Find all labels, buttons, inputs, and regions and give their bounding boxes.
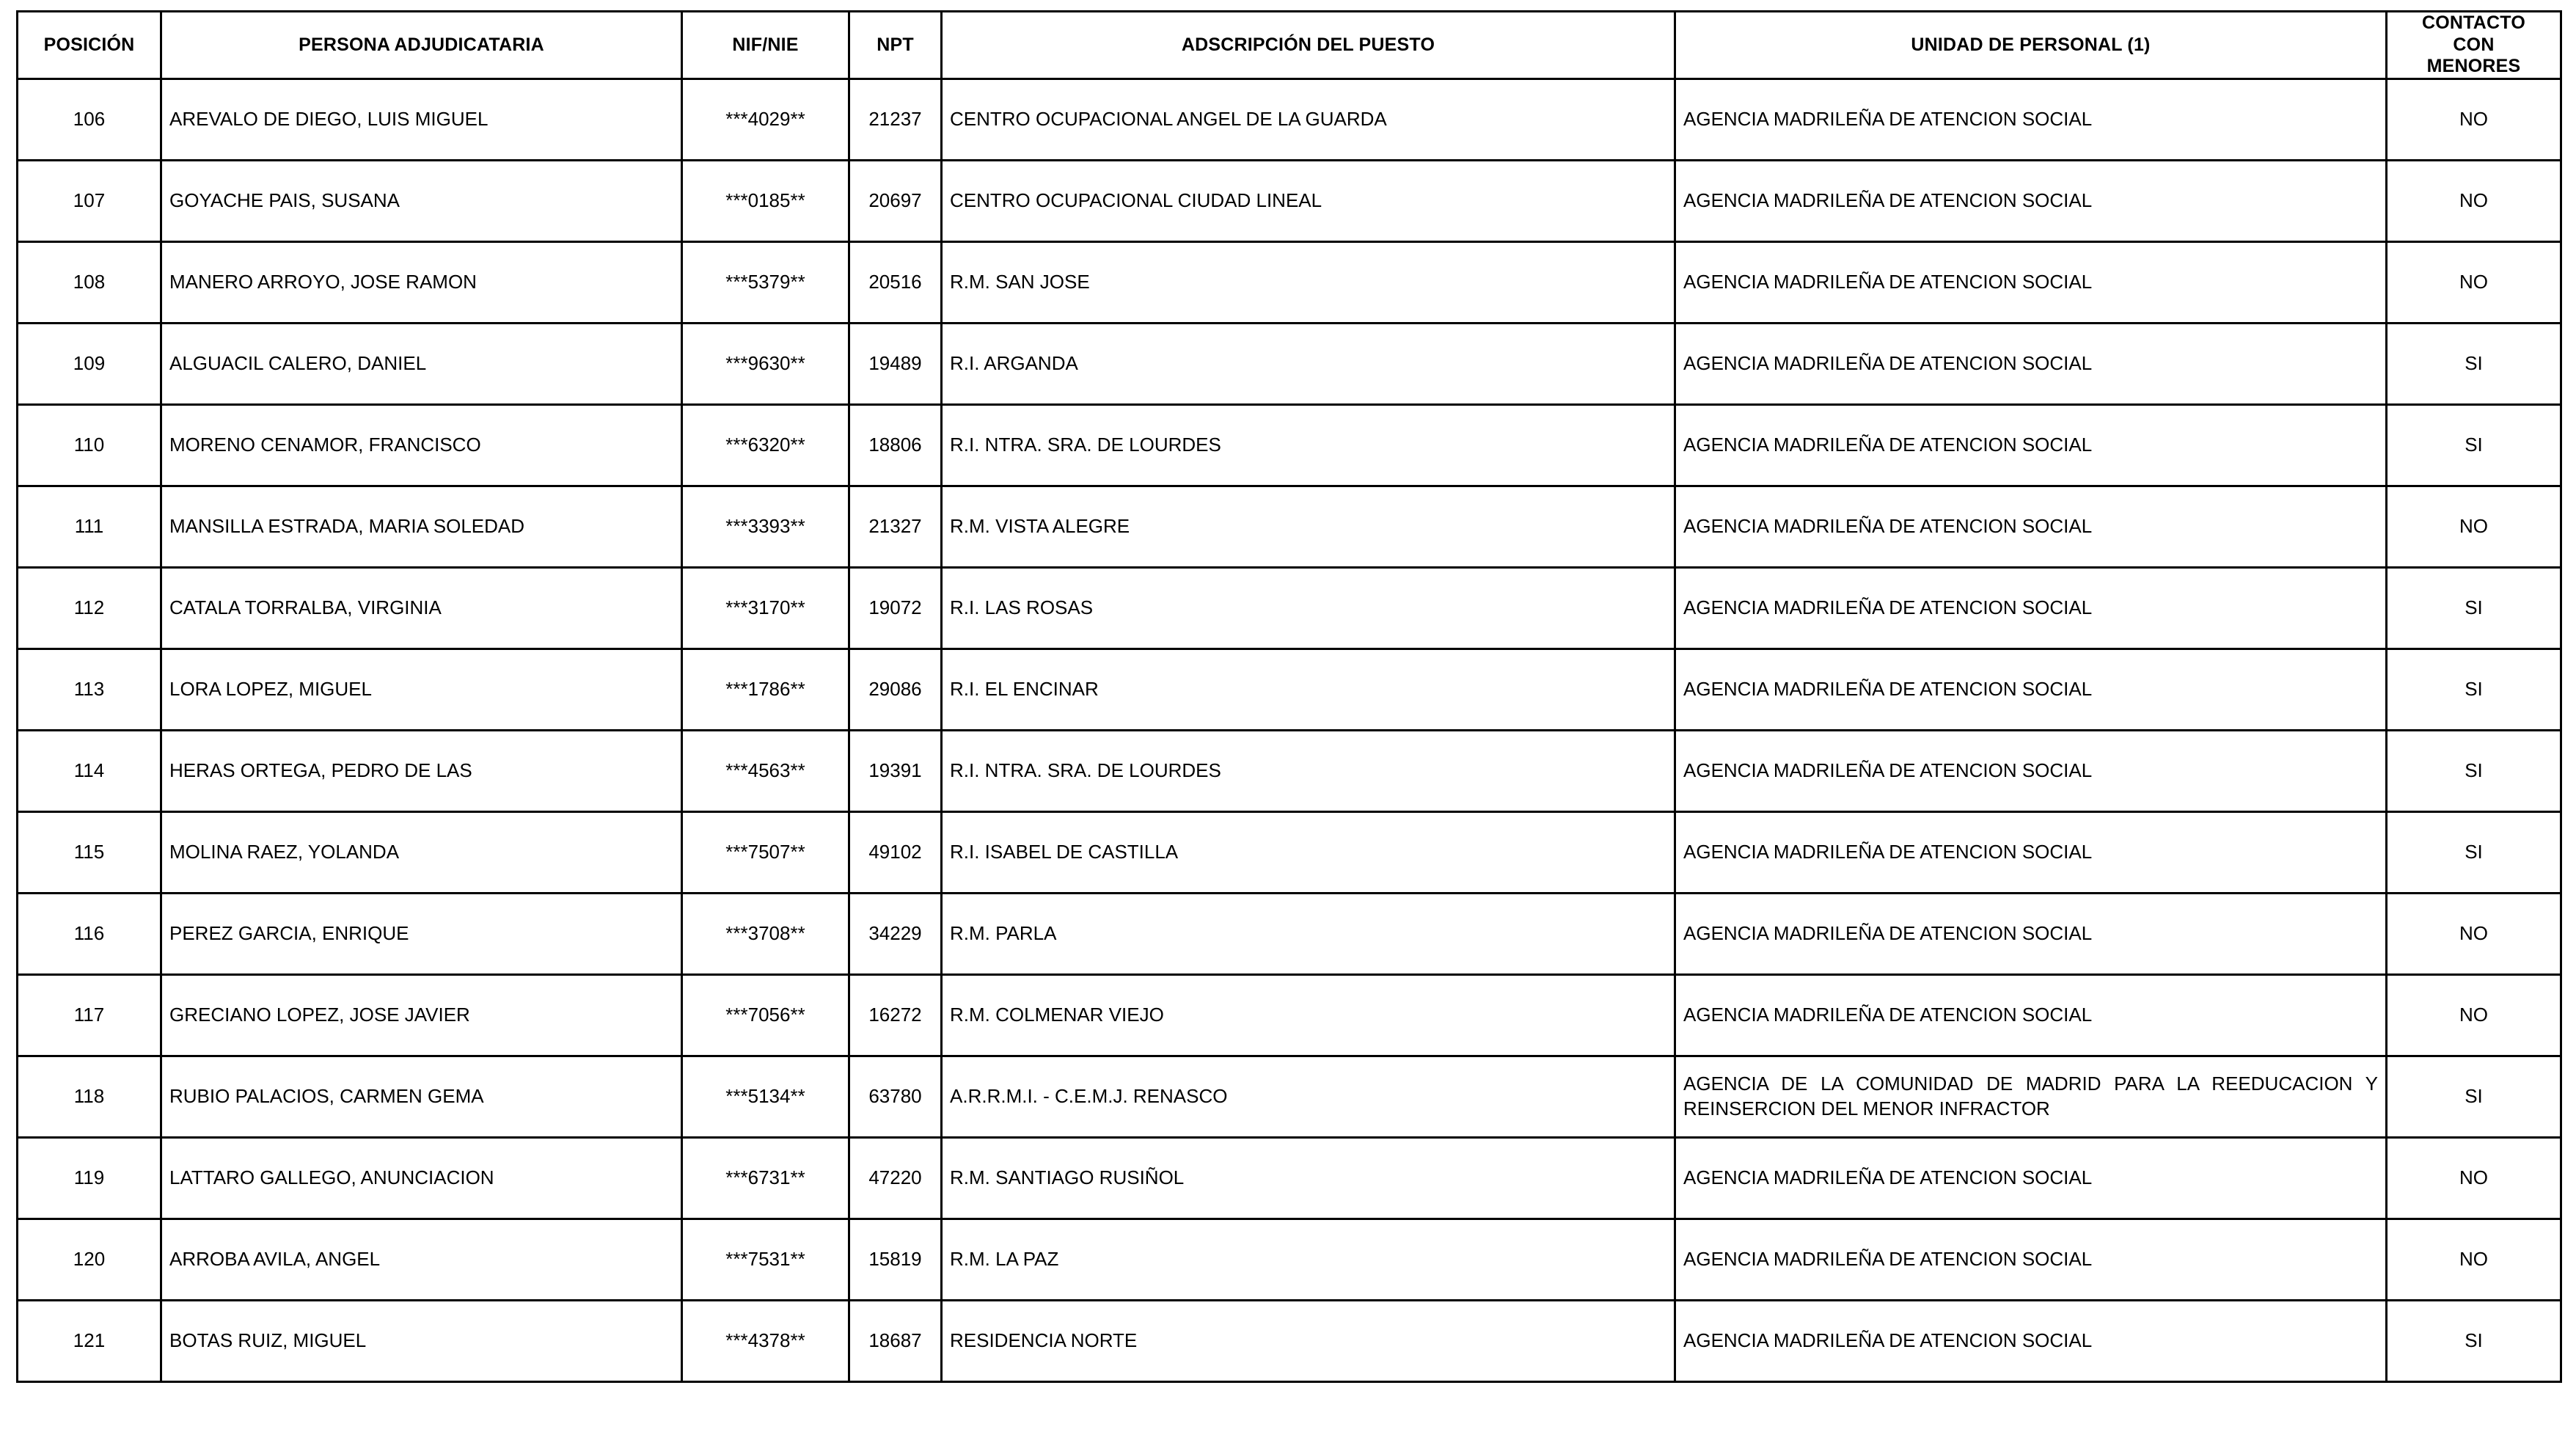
column-header-npt: NPT <box>849 12 942 79</box>
cell-nif: ***5379** <box>682 241 849 323</box>
cell-unidad: AGENCIA MADRILEÑA DE ATENCION SOCIAL <box>1675 730 2387 811</box>
table-row <box>18 78 2561 160</box>
cell-unidad: AGENCIA MADRILEÑA DE ATENCION SOCIAL <box>1675 404 2387 486</box>
cell-unidad: AGENCIA MADRILEÑA DE ATENCION SOCIAL <box>1675 323 2387 404</box>
cell-nif: ***7507** <box>682 811 849 893</box>
table-row <box>18 1219 2561 1300</box>
cell-posicion: 110 <box>18 404 161 486</box>
cell-nif: ***3393** <box>682 486 849 567</box>
cell-persona: ALGUACIL CALERO, DANIEL <box>161 323 682 404</box>
cell-nif: ***6731** <box>682 1137 849 1219</box>
cell-nif: ***7531** <box>682 1219 849 1300</box>
cell-unidad: AGENCIA MADRILEÑA DE ATENCION SOCIAL <box>1675 974 2387 1056</box>
cell-persona: MORENO CENAMOR, FRANCISCO <box>161 404 682 486</box>
cell-npt: 19489 <box>849 323 942 404</box>
cell-posicion: 107 <box>18 160 161 241</box>
cell-posicion: 114 <box>18 730 161 811</box>
cell-npt: 20697 <box>849 160 942 241</box>
cell-posicion: 118 <box>18 1056 161 1137</box>
cell-unidad: AGENCIA MADRILEÑA DE ATENCION SOCIAL <box>1675 78 2387 160</box>
cell-contacto: SI <box>2387 811 2561 893</box>
cell-nif: ***3170** <box>682 567 849 649</box>
cell-persona: MANERO ARROYO, JOSE RAMON <box>161 241 682 323</box>
cell-persona: CATALA TORRALBA, VIRGINIA <box>161 567 682 649</box>
cell-adscripcion: R.M. SANTIAGO RUSIÑOL <box>942 1137 1675 1219</box>
cell-adscripcion: A.R.R.M.I. - C.E.M.J. RENASCO <box>942 1056 1675 1137</box>
cell-nif: ***4378** <box>682 1300 849 1381</box>
cell-npt: 29086 <box>849 649 942 730</box>
column-header-contacto-line-1: CONTACTO <box>2422 12 2525 33</box>
cell-unidad: AGENCIA MADRILEÑA DE ATENCION SOCIAL <box>1675 160 2387 241</box>
cell-posicion: 115 <box>18 811 161 893</box>
cell-npt: 20516 <box>849 241 942 323</box>
cell-npt: 18806 <box>849 404 942 486</box>
cell-persona: RUBIO PALACIOS, CARMEN GEMA <box>161 1056 682 1137</box>
table-row <box>18 567 2561 649</box>
cell-persona: GOYACHE PAIS, SUSANA <box>161 160 682 241</box>
column-header-contacto-line-3: MENORES <box>2426 56 2521 76</box>
cell-nif: ***5134** <box>682 1056 849 1137</box>
cell-posicion: 120 <box>18 1219 161 1300</box>
table-row <box>18 811 2561 893</box>
cell-contacto: SI <box>2387 1056 2561 1137</box>
cell-nif: ***3708** <box>682 893 849 974</box>
cell-npt: 16272 <box>849 974 942 1056</box>
cell-contacto: SI <box>2387 404 2561 486</box>
cell-posicion: 106 <box>18 78 161 160</box>
cell-adscripcion: R.M. COLMENAR VIEJO <box>942 974 1675 1056</box>
cell-nif: ***4563** <box>682 730 849 811</box>
cell-adscripcion: R.I. EL ENCINAR <box>942 649 1675 730</box>
cell-npt: 19391 <box>849 730 942 811</box>
cell-adscripcion: R.I. NTRA. SRA. DE LOURDES <box>942 404 1675 486</box>
cell-nif: ***4029** <box>682 78 849 160</box>
column-header-unidad-de-personal: UNIDAD DE PERSONAL (1) <box>1675 12 2387 79</box>
cell-npt: 18687 <box>849 1300 942 1381</box>
cell-npt: 21327 <box>849 486 942 567</box>
cell-npt: 49102 <box>849 811 942 893</box>
column-header-contacto-con-menores <box>2387 12 2561 79</box>
cell-persona: HERAS ORTEGA, PEDRO DE LAS <box>161 730 682 811</box>
cell-adscripcion: RESIDENCIA NORTE <box>942 1300 1675 1381</box>
cell-posicion: 116 <box>18 893 161 974</box>
cell-contacto: NO <box>2387 486 2561 567</box>
cell-contacto: SI <box>2387 1300 2561 1381</box>
cell-adscripcion: CENTRO OCUPACIONAL CIUDAD LINEAL <box>942 160 1675 241</box>
column-header-adscripcion-del-puesto: ADSCRIPCIÓN DEL PUESTO <box>942 12 1675 79</box>
cell-adscripcion: R.M. VISTA ALEGRE <box>942 486 1675 567</box>
cell-posicion: 109 <box>18 323 161 404</box>
cell-posicion: 121 <box>18 1300 161 1381</box>
cell-adscripcion: R.M. PARLA <box>942 893 1675 974</box>
cell-contacto: NO <box>2387 893 2561 974</box>
cell-nif: ***0185** <box>682 160 849 241</box>
cell-adscripcion: R.I. NTRA. SRA. DE LOURDES <box>942 730 1675 811</box>
cell-npt: 34229 <box>849 893 942 974</box>
cell-unidad: AGENCIA MADRILEÑA DE ATENCION SOCIAL <box>1675 241 2387 323</box>
cell-contacto: NO <box>2387 1137 2561 1219</box>
cell-adscripcion: R.M. LA PAZ <box>942 1219 1675 1300</box>
cell-unidad: AGENCIA MADRILEÑA DE ATENCION SOCIAL <box>1675 649 2387 730</box>
cell-contacto: NO <box>2387 1219 2561 1300</box>
table-header-row <box>18 12 2561 79</box>
table-row <box>18 1056 2561 1137</box>
cell-nif: ***1786** <box>682 649 849 730</box>
cell-adscripcion: R.I. LAS ROSAS <box>942 567 1675 649</box>
cell-persona: LORA LOPEZ, MIGUEL <box>161 649 682 730</box>
cell-persona: GRECIANO LOPEZ, JOSE JAVIER <box>161 974 682 1056</box>
cell-contacto: NO <box>2387 974 2561 1056</box>
cell-nif: ***6320** <box>682 404 849 486</box>
cell-npt: 47220 <box>849 1137 942 1219</box>
table-row <box>18 974 2561 1056</box>
cell-npt: 63780 <box>849 1056 942 1137</box>
table-header <box>18 12 2561 79</box>
column-header-posicion: POSICIÓN <box>18 12 161 79</box>
table-body <box>18 78 2561 1381</box>
cell-persona: LATTARO GALLEGO, ANUNCIACION <box>161 1137 682 1219</box>
cell-unidad: AGENCIA MADRILEÑA DE ATENCION SOCIAL <box>1675 1137 2387 1219</box>
adjudication-table <box>16 10 2562 1383</box>
cell-contacto: SI <box>2387 323 2561 404</box>
cell-adscripcion: R.M. SAN JOSE <box>942 241 1675 323</box>
cell-npt: 21237 <box>849 78 942 160</box>
table-row <box>18 323 2561 404</box>
cell-persona: PEREZ GARCIA, ENRIQUE <box>161 893 682 974</box>
table-row <box>18 649 2561 730</box>
column-header-persona-adjudicataria: PERSONA ADJUDICATARIA <box>161 12 682 79</box>
table-row <box>18 730 2561 811</box>
cell-posicion: 119 <box>18 1137 161 1219</box>
table-row <box>18 486 2561 567</box>
cell-unidad: AGENCIA MADRILEÑA DE ATENCION SOCIAL <box>1675 486 2387 567</box>
cell-contacto: SI <box>2387 730 2561 811</box>
cell-adscripcion: R.I. ARGANDA <box>942 323 1675 404</box>
cell-npt: 15819 <box>849 1219 942 1300</box>
cell-unidad: AGENCIA MADRILEÑA DE ATENCION SOCIAL <box>1675 811 2387 893</box>
cell-contacto: NO <box>2387 241 2561 323</box>
table-row <box>18 160 2561 241</box>
cell-persona: ARROBA AVILA, ANGEL <box>161 1219 682 1300</box>
table-row <box>18 1137 2561 1219</box>
cell-nif: ***7056** <box>682 974 849 1056</box>
cell-posicion: 117 <box>18 974 161 1056</box>
cell-persona: BOTAS RUIZ, MIGUEL <box>161 1300 682 1381</box>
table-row <box>18 241 2561 323</box>
cell-persona: MANSILLA ESTRADA, MARIA SOLEDAD <box>161 486 682 567</box>
cell-nif: ***9630** <box>682 323 849 404</box>
column-header-nif-nie: NIF/NIE <box>682 12 849 79</box>
cell-unidad: AGENCIA MADRILEÑA DE ATENCION SOCIAL <box>1675 567 2387 649</box>
cell-contacto: SI <box>2387 649 2561 730</box>
cell-unidad: AGENCIA MADRILEÑA DE ATENCION SOCIAL <box>1675 893 2387 974</box>
cell-contacto: NO <box>2387 160 2561 241</box>
table-row <box>18 404 2561 486</box>
cell-posicion: 111 <box>18 486 161 567</box>
cell-posicion: 108 <box>18 241 161 323</box>
cell-npt: 19072 <box>849 567 942 649</box>
cell-contacto: NO <box>2387 78 2561 160</box>
cell-posicion: 113 <box>18 649 161 730</box>
cell-posicion: 112 <box>18 567 161 649</box>
table-row <box>18 893 2561 974</box>
cell-persona: AREVALO DE DIEGO, LUIS MIGUEL <box>161 78 682 160</box>
cell-unidad: AGENCIA MADRILEÑA DE ATENCION SOCIAL <box>1675 1219 2387 1300</box>
cell-contacto: SI <box>2387 567 2561 649</box>
column-header-contacto-line-2: CON <box>2453 34 2495 55</box>
cell-unidad: AGENCIA MADRILEÑA DE ATENCION SOCIAL <box>1675 1300 2387 1381</box>
cell-unidad: AGENCIA DE LA COMUNIDAD DE MADRID PARA LA REEDUCACION Y REINSERCION DEL MENOR INFRACTOR <box>1675 1056 2387 1137</box>
cell-adscripcion: CENTRO OCUPACIONAL ANGEL DE LA GUARDA <box>942 78 1675 160</box>
table-row <box>18 1300 2561 1381</box>
cell-adscripcion: R.I. ISABEL DE CASTILLA <box>942 811 1675 893</box>
cell-persona: MOLINA RAEZ, YOLANDA <box>161 811 682 893</box>
